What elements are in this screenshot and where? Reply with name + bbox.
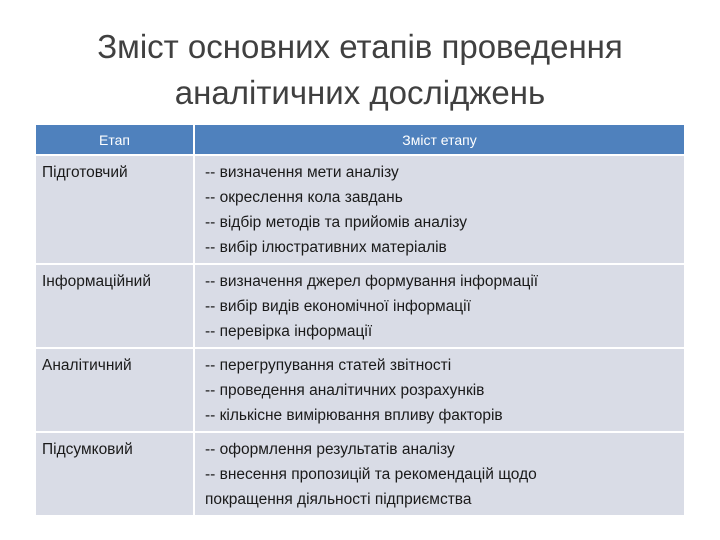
content-line: -- вибір видів економічної інформації [205,298,471,315]
stage-content [194,432,684,515]
content-line: -- оформлення результатів аналізу [205,441,455,458]
content-line: -- вибір ілюстративних матеріалів [205,239,447,256]
content-line: -- кількісне вимірювання впливу факторів [205,407,503,424]
stage-name: Аналітичний [36,348,194,432]
content-line: -- визначення мети аналізу [205,164,399,181]
content-line: -- відбір методів та прийомів аналізу [205,214,468,231]
table-header-row [36,125,684,155]
slide-title [40,24,680,116]
table-row [36,264,684,348]
title-line-2: аналітичних досліджень [174,74,546,111]
content-line: -- проведення аналітичних розрахунків [205,382,485,399]
header-content: Зміст етапу [194,125,684,155]
content-line: -- окреслення кола завдань [205,189,403,206]
content-line: -- перевірка інформації [205,323,373,340]
stage-name: Інформаційний [36,264,194,348]
stage-name: Підготовчий [36,155,194,264]
header-stage: Етап [36,125,194,155]
content-line: -- визначення джерел формування інформації [205,273,539,290]
table-row [36,348,684,432]
content-line: -- перегрупування статей звітності [205,357,452,374]
stages-table [36,125,684,515]
stage-content [194,155,684,264]
content-line: покращення діяльності підприємства [205,491,472,508]
stage-content [194,264,684,348]
table-row [36,432,684,515]
title-line-1: Зміст основних етапів проведення [97,28,623,65]
content-line: -- внесення пропозицій та рекомендацій щодо [205,466,537,483]
stage-content [194,348,684,432]
stage-name: Підсумковий [36,432,194,515]
table-row [36,155,684,264]
